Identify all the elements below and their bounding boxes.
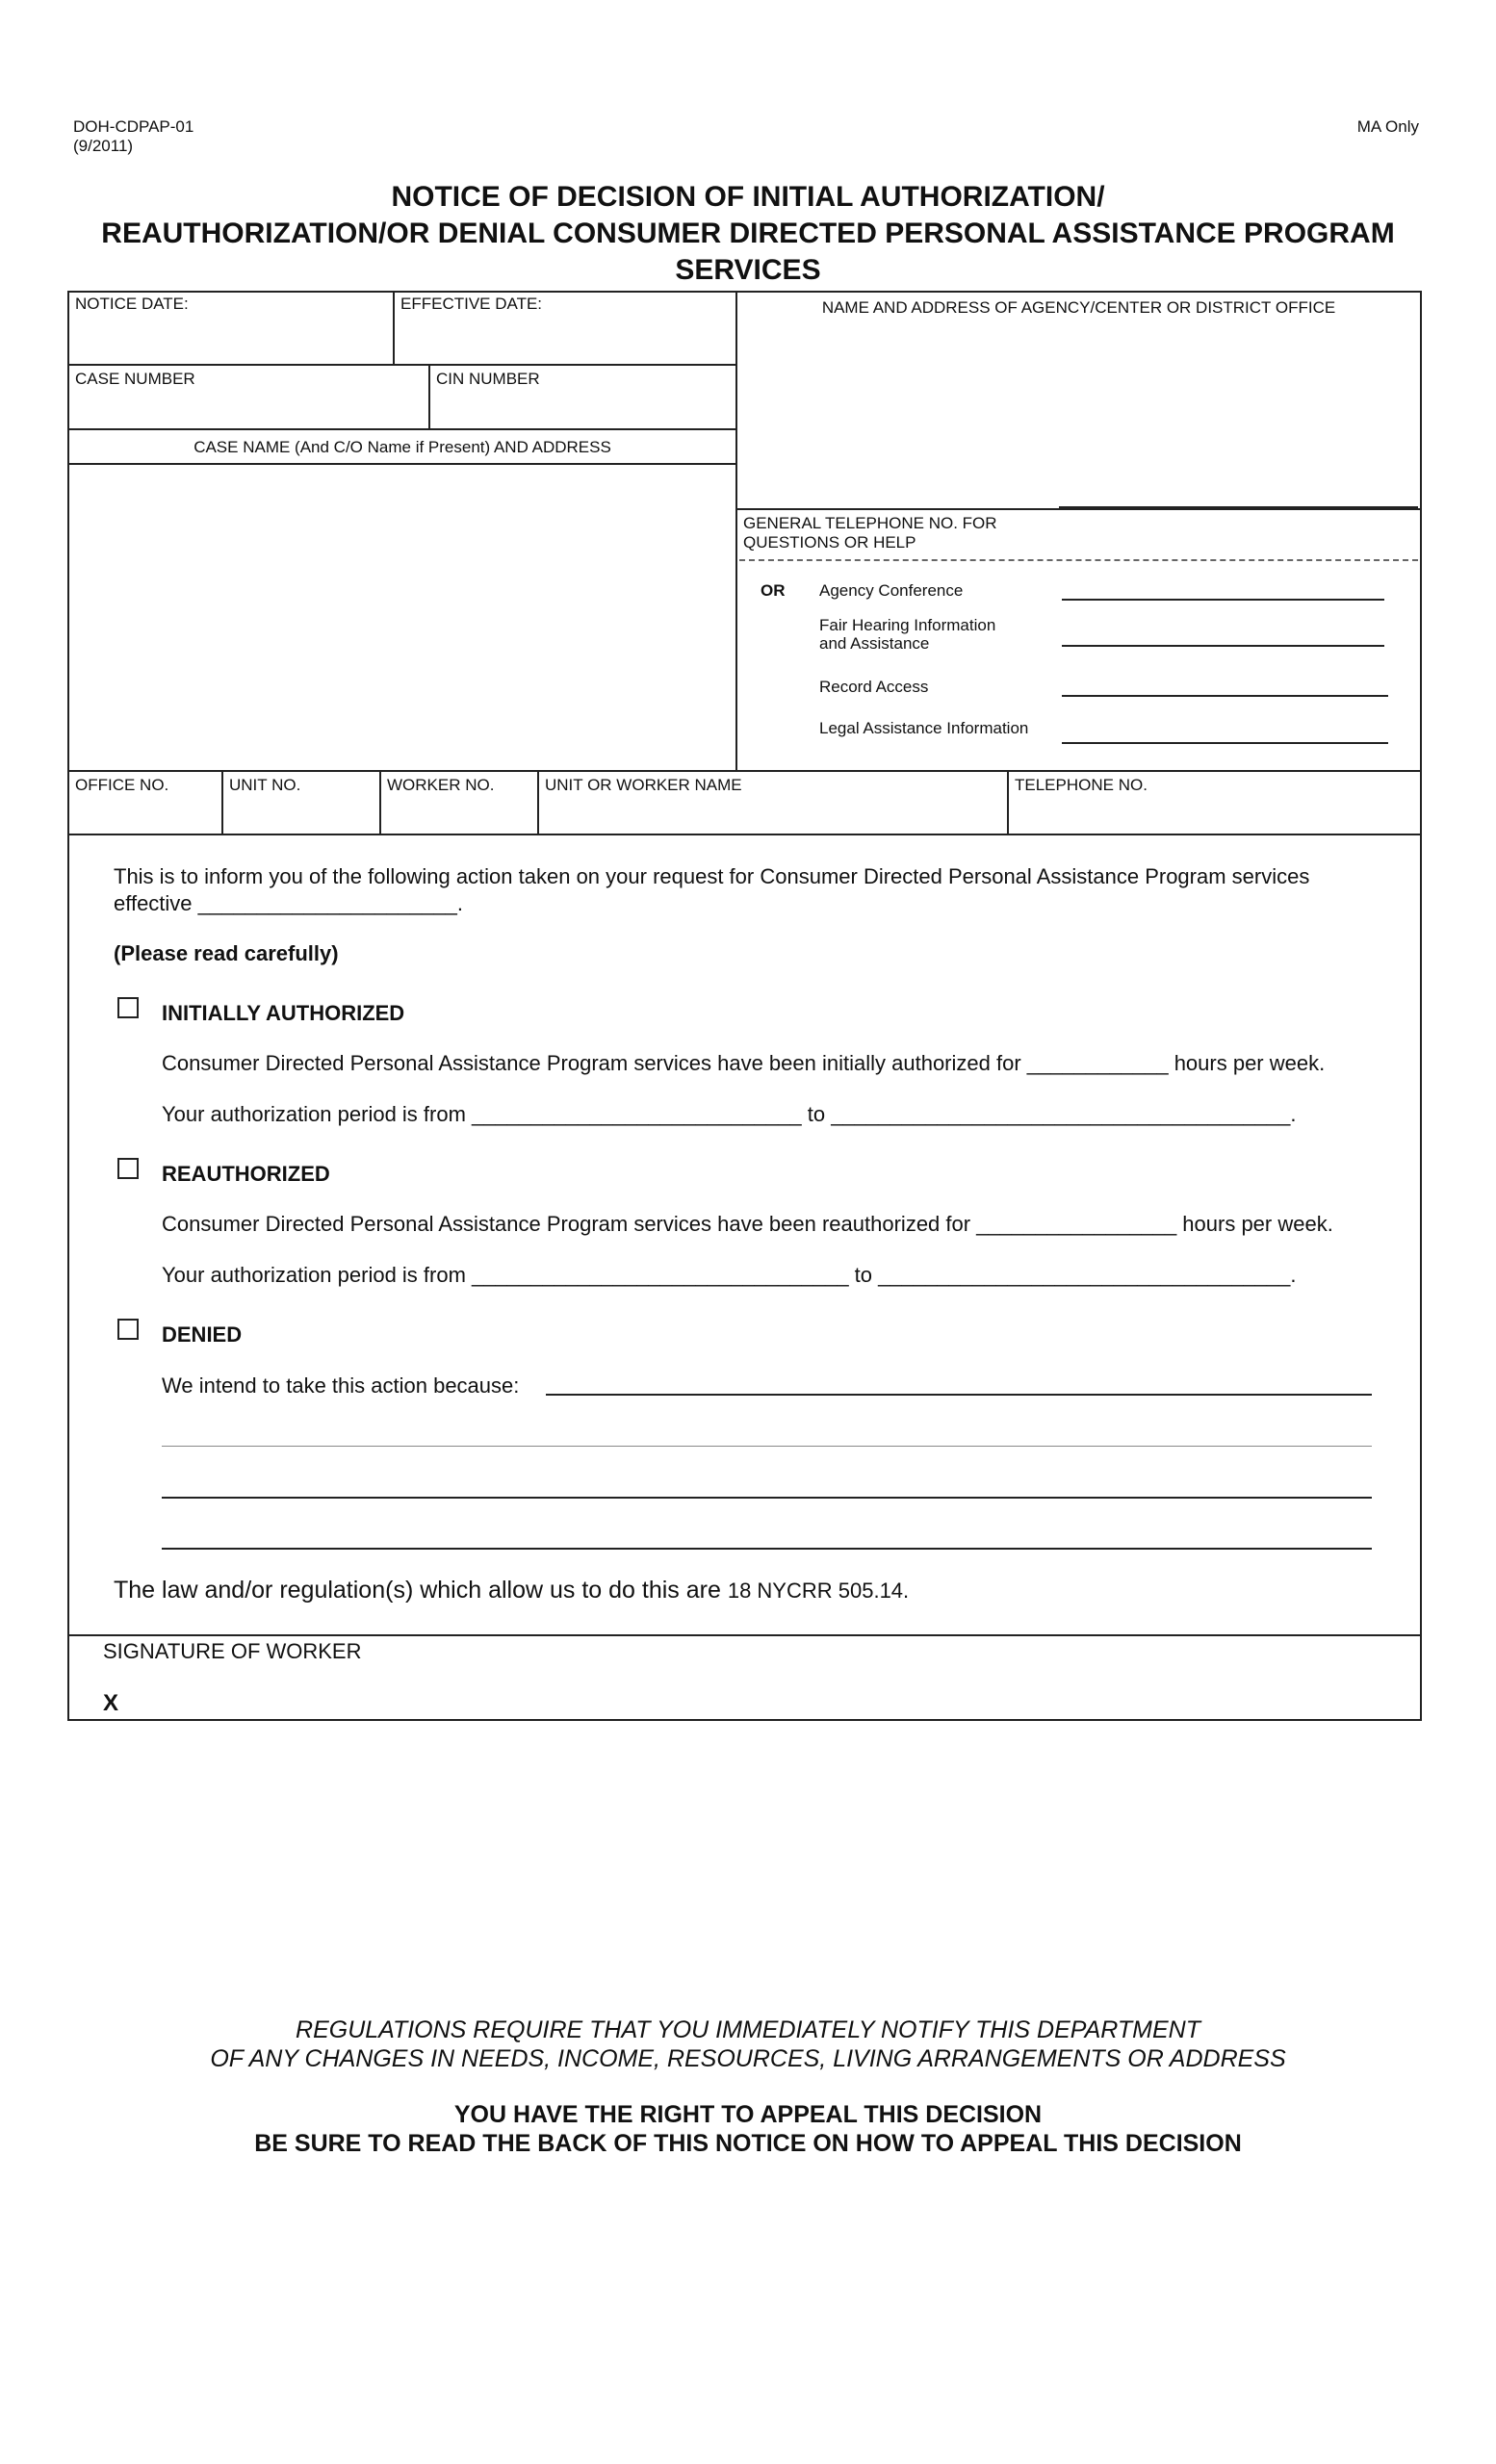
reauth-period-text: Your authorization period is from ________________________________ to ___________________________________. [162,1263,1297,1287]
worker-no-field[interactable]: WORKER NO. [387,776,495,794]
intro-line-1: This is to inform you of the following action taken on your request for Consumer Directed Personal Assistance Program services [114,864,1310,888]
divider [739,559,1418,561]
title-line-2: REAUTHORIZATION/OR DENIAL CONSUMER DIRECTED PERSONAL ASSISTANCE PROGRAM [101,218,1395,249]
general-phone-label [737,510,1122,556]
case-name-address-field[interactable] [69,465,735,770]
appeal-line-1: YOU HAVE THE RIGHT TO APPEAL THIS DECISION [453,2101,1043,2128]
appeal-line-2: BE SURE TO READ THE BACK OF THIS NOTICE ON HOW TO APPEAL THIS DECISION [254,2130,1242,2157]
agency-conference-input[interactable] [1062,599,1384,601]
reauth-hours-text: Consumer Directed Personal Assistance Program services have been reauthorized for _________________ hours per week. [162,1212,1333,1236]
agency-conference-label: Agency Conference [819,581,964,600]
title-line-1: NOTICE OF DECISION OF INITIAL AUTHORIZATION/ [391,181,1105,213]
law-citation: 18 NYCRR 505.14. [727,1578,910,1603]
legal-assistance-label: Legal Assistance Information [819,719,1029,737]
record-access-label: Record Access [819,678,929,696]
regulations-line-1: REGULATIONS REQUIRE THAT YOU IMMEDIATELY NOTIFY THIS DEPARTMENT [296,2016,1200,2043]
reauthorized-label: REAUTHORIZED [162,1162,330,1186]
general-phone-line-1: GENERAL TELEPHONE NO. FOR [743,514,997,532]
intro-text [114,863,1309,917]
unit-worker-name-field[interactable]: UNIT OR WORKER NAME [545,776,742,794]
page-title [58,179,1438,289]
intro-line-2: effective ______________________. [114,891,463,915]
or-label: OR [761,581,786,600]
office-no-field[interactable]: OFFICE NO. [75,776,169,794]
init-period-text: Your authorization period is from ____________________________ to _______________________________________. [162,1102,1297,1126]
divider [67,428,737,430]
denied-label: DENIED [162,1322,243,1347]
regulations-line-2: OF ANY CHANGES IN NEEDS, INCOME, RESOURCES, LIVING ARRANGEMENTS OR ADDRESS [210,2045,1286,2072]
initially-authorized-label: INITIALLY AUTHORIZED [162,1001,405,1025]
denied-checkbox[interactable] [117,1319,139,1340]
fair-hearing-label [819,616,995,653]
effective-date-field[interactable]: EFFECTIVE DATE: [400,295,543,313]
form-code-block [73,117,193,156]
ma-only-label: MA Only [1356,117,1419,136]
divider [67,1634,1422,1636]
init-hours-text: Consumer Directed Personal Assistance Program services have been initially authorized for ____________ hours per week. [162,1051,1326,1075]
agency-name-address-field[interactable]: NAME AND ADDRESS OF AGENCY/CENTER OR DISTRICT OFFICE [821,298,1336,317]
notice-date-field[interactable]: NOTICE DATE: [75,295,189,313]
regulations-notice [58,2015,1438,2073]
denied-reason-line-1[interactable] [546,1394,1372,1396]
denied-reason-line-4[interactable] [162,1548,1372,1550]
title-line-3: SERVICES [675,254,821,286]
reauthorized-checkbox[interactable] [117,1158,139,1179]
signature-label: SIGNATURE OF WORKER [103,1639,362,1663]
denied-reason-line-2[interactable] [162,1446,1372,1447]
record-access-input[interactable] [1062,695,1388,697]
fair-hearing-line-2: and Assistance [819,634,930,653]
unit-no-field[interactable]: UNIT NO. [229,776,301,794]
general-phone-input[interactable] [1059,506,1418,508]
fair-hearing-input[interactable] [1062,645,1384,647]
signature-field[interactable]: X [103,1690,119,1716]
form-date: (9/2011) [73,137,134,155]
general-phone-line-2: QUESTIONS OR HELP [743,533,916,552]
form-code: DOH-CDPAP-01 [73,117,194,136]
fair-hearing-line-1: Fair Hearing Information [819,616,996,634]
denied-reason-line-3[interactable] [162,1497,1372,1499]
initially-authorized-checkbox[interactable] [117,997,139,1018]
read-carefully: (Please read carefully) [114,941,339,965]
denied-reason-label: We intend to take this action because: [162,1373,520,1398]
law-text: The law and/or regulation(s) which allow us to do this are [114,1577,721,1604]
cin-number-field[interactable]: CIN NUMBER [436,370,540,388]
case-number-field[interactable]: CASE NUMBER [75,370,195,388]
legal-assistance-input[interactable] [1062,742,1388,744]
telephone-no-field[interactable]: TELEPHONE NO. [1015,776,1148,794]
case-name-header: CASE NAME (And C/O Name if Present) AND ADDRESS [193,438,611,456]
appeal-notice [58,2100,1438,2158]
law-regulation-text [114,1577,909,1604]
